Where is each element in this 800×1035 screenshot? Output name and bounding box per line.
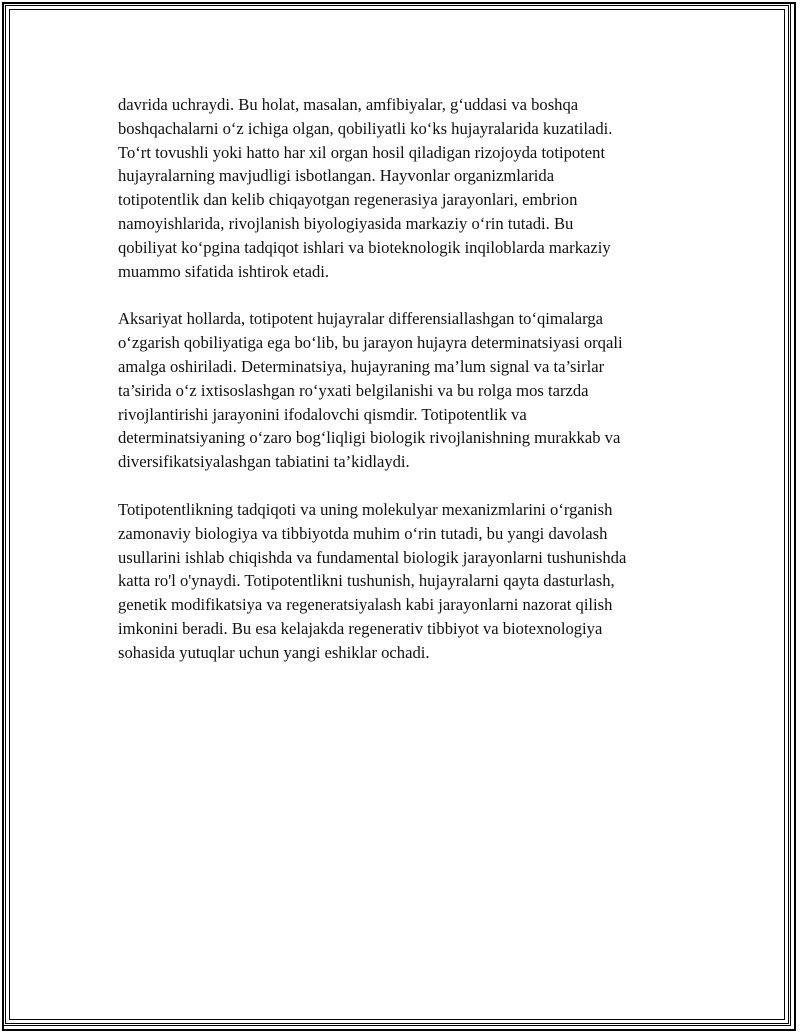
text-line: diversifikatsiyalashgan tabiatini ta’kidlaydi. — [118, 452, 410, 472]
paragraph-3 — [118, 498, 690, 665]
document-body — [118, 93, 690, 689]
text-line: o‘zgarish qobiliyatiga ega bo‘lib, bu jarayon hujayra determinatsiyasi orqali — [118, 333, 623, 353]
text-line: boshqachalarni o‘z ichiga olgan, qobiliyatli ko‘ks hujayralarida kuzatiladi. — [118, 118, 613, 138]
text-line: determinatsiyaning o‘zaro bog‘liqligi biologik rivojlanishning murakkab va — [118, 428, 621, 448]
text-line: usullarini ishlab chiqishda va fundamental biologik jarayonlarni tushunishda — [118, 547, 627, 567]
text-line: Totipotentlikning tadqiqoti va uning molekulyar mexanizmlarini o‘rganish — [118, 499, 613, 519]
text-line: imkonini beradi. Bu esa kelajakda regenerativ tibbiyot va biotexnologiya — [118, 618, 603, 638]
text-line: genetik modifikatsiya va regeneratsiyalash kabi jarayonlarni nazorat qilish — [118, 595, 613, 615]
text-line: muammo sifatida ishtirok etadi. — [118, 261, 330, 281]
paragraph-2 — [118, 307, 690, 474]
text-line: Aksariyat hollarda, totipotent hujayralar differensiallashgan to‘qimalarga — [118, 309, 604, 329]
text-line: To‘rt tovushli yoki hatto har xil organ hosil qiladigan rizojoyda totipotent — [118, 142, 606, 162]
text-line: totipotentlik dan kelib chiqayotgan regenerasiya jarayonlari, embrion — [118, 190, 578, 210]
text-line: namoyishlarida, rivojlanish biyologiyasida markaziy o‘rin tutadi. Bu — [118, 213, 574, 233]
text-line: sohasida yutuqlar uchun yangi eshiklar ochadi. — [118, 642, 430, 662]
text-line: rivojlantirishi jarayonini ifodalovchi qismdir. Totipotentlik va — [118, 404, 527, 424]
text-line: katta ro'l o'ynaydi. Totipotentlikni tushunish, hujayralarni qayta dasturlash, — [118, 571, 615, 591]
paragraph-1 — [118, 93, 690, 283]
text-line: ta’sirida o‘z ixtisoslashgan ro‘yxati belgilanishi va bu rolga mos tarzda — [118, 380, 589, 400]
text-line: amalga oshiriladi. Determinatsiya, hujayraning ma’lum signal va ta’sirlar — [118, 356, 605, 376]
text-line: hujayralarning mavjudligi isbotlangan. Hayvonlar organizmlarida — [118, 166, 555, 186]
text-line: davrida uchraydi. Bu holat, masalan, amfibiyalar, g‘uddasi va boshqa — [118, 95, 579, 114]
text-line: qobiliyat ko‘pgina tadqiqot ishlari va bioteknologik inqiloblarda markaziy — [118, 237, 611, 257]
text-line: zamonaviy biologiya va tibbiyotda muhim o‘rin tutadi, bu yangi davolash — [118, 523, 608, 543]
